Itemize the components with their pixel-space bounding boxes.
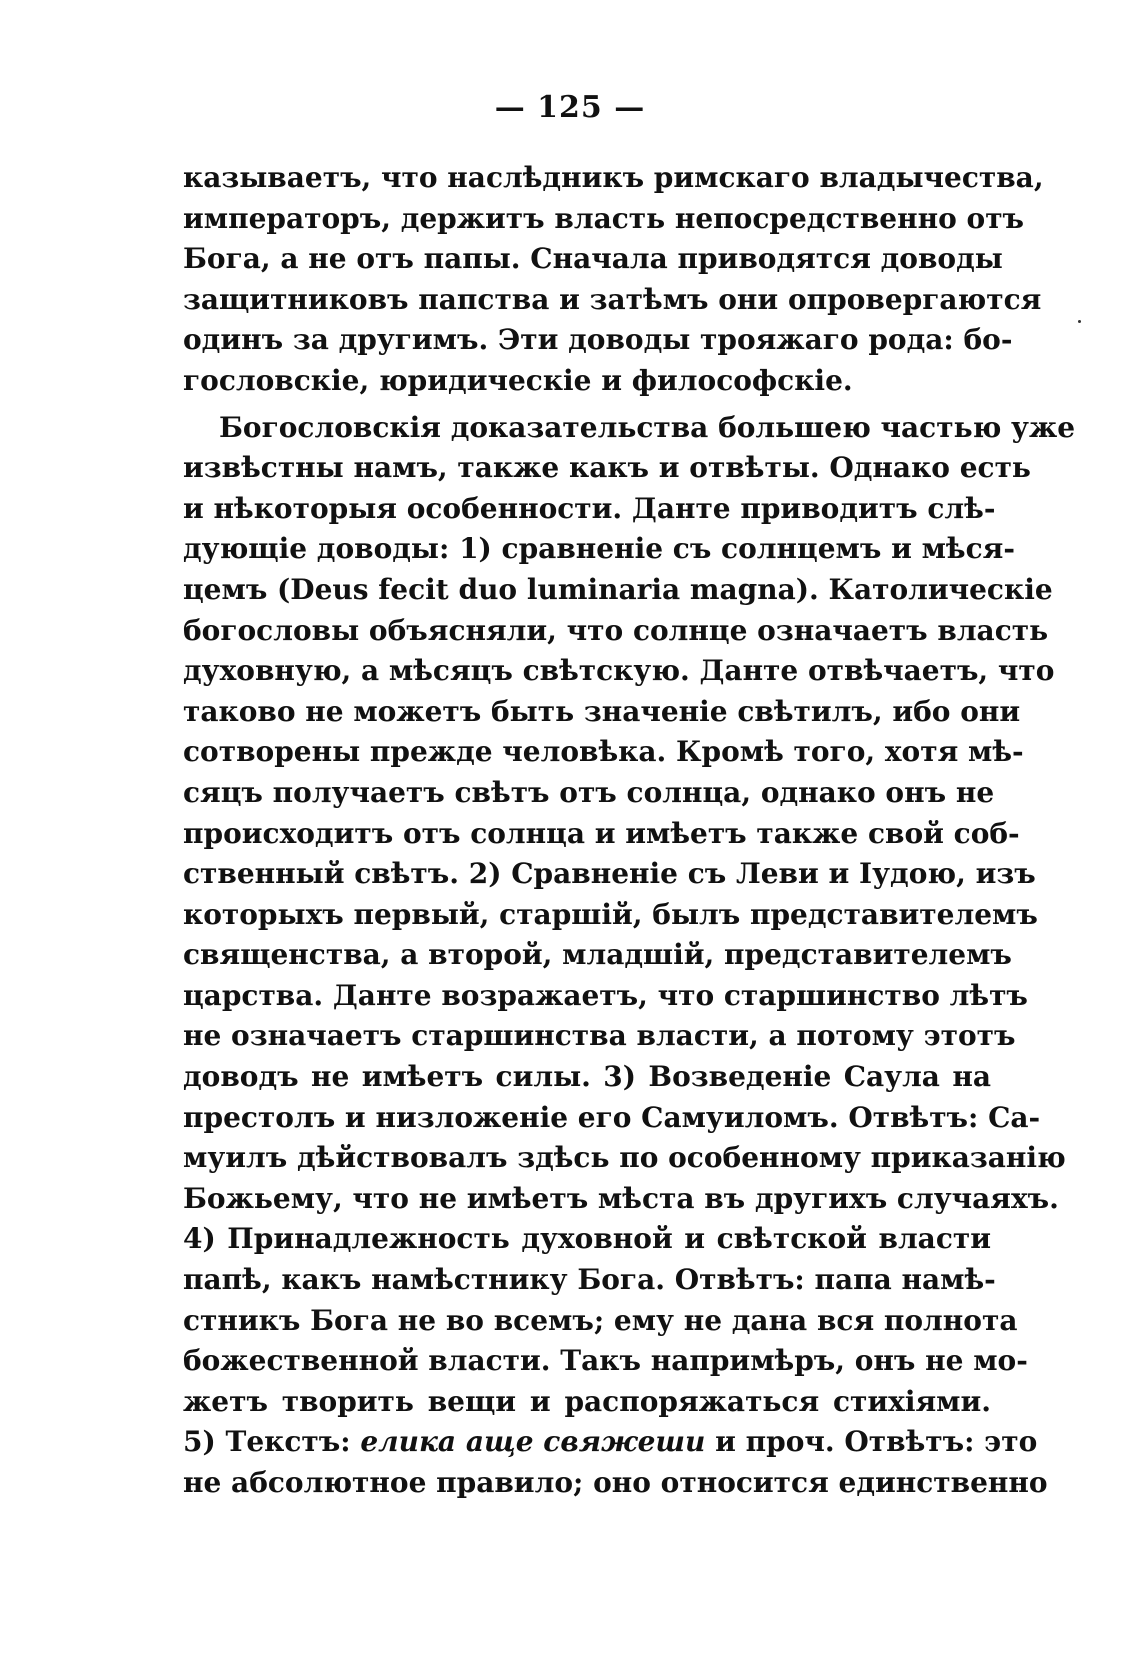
text-line: сотворены прежде человѣка. Кромѣ того, хотя мѣ-	[183, 735, 1024, 769]
text-line: жетъ творить вещи и распоряжаться стихіями.	[183, 1384, 991, 1418]
text-line: богословы объясняли, что солнце означаетъ власть	[183, 613, 1049, 647]
text-line: не означаетъ старшинства власти, а потому этотъ	[183, 1019, 1016, 1053]
text-line: и нѣкоторыя особенности. Данте приводитъ слѣ-	[183, 491, 996, 525]
italic-quote: елика аще свяжеши	[360, 1425, 706, 1459]
text-line: престолъ и низложеніе его Самуиломъ. Отвѣтъ: Са-	[183, 1100, 1041, 1134]
text-line: Богословскія доказательства большею частью уже	[219, 410, 1076, 444]
text-line: таково не можетъ быть значеніе свѣтилъ, ибо они	[183, 694, 1021, 728]
text-line: императоръ, держитъ власть непосредственно отъ	[183, 201, 1025, 235]
text-line: 4) Принадлежность духовной и свѣтской власти	[183, 1222, 991, 1256]
text-line: царства. Данте возражаетъ, что старшинство лѣтъ	[183, 978, 1028, 1012]
text-line: муилъ дѣйствовалъ здѣсь по особенному приказанію	[183, 1141, 1066, 1175]
text-line: стникъ Бога не во всемъ; ему не дана вся полнота	[183, 1303, 1018, 1337]
text-line: сяцъ получаетъ свѣтъ отъ солнца, однако онъ не	[183, 775, 995, 809]
text-line: дующіе доводы: 1) сравненіе съ солнцемъ и мѣся-	[183, 532, 1015, 566]
scan-speck	[1078, 320, 1081, 323]
text-line: гословскіе, юридическіе и философскіе.	[183, 363, 853, 397]
text-line: священства, а второй, младшій, представителемъ	[183, 938, 1012, 972]
text-line: не абсолютное правило; оно относится единственно	[183, 1466, 1048, 1499]
text-line: доводъ не имѣетъ силы. 3) Возведеніе Саула на	[183, 1060, 991, 1094]
page-number: — 125 —	[494, 90, 646, 125]
text-line-with-italic	[183, 1422, 1038, 1463]
text-line: происходитъ отъ солнца и имѣетъ также свой соб-	[183, 816, 1020, 850]
text-line: защитниковъ папства и затѣмъ они опровергаются	[183, 282, 1042, 316]
text-line: одинъ за другимъ. Эти доводы трояжаго рода: бо-	[183, 323, 1013, 357]
text-line: которыхъ первый, старшій, былъ представителемъ	[183, 897, 1038, 931]
body-text	[183, 158, 1076, 1504]
text-line: извѣстны намъ, также какъ и отвѣты. Однако есть	[183, 451, 1031, 485]
text-line: духовную, а мѣсяцъ свѣтскую. Данте отвѣчаетъ, что	[183, 654, 1055, 688]
text-fragment: и проч. Отвѣтъ: это	[715, 1425, 1038, 1459]
text-line: казываетъ, что наслѣдникъ римскаго владычества,	[183, 161, 1044, 194]
text-line: божественной власти. Такъ напримѣръ, онъ не мо-	[183, 1344, 1028, 1378]
text-fragment: 5) Текстъ:	[183, 1425, 351, 1459]
text-line: цемъ (Deus fecit duo luminaria magna). Католическіе	[183, 572, 1053, 606]
text-line: Божьему, что не имѣетъ мѣста въ другихъ случаяхъ.	[183, 1181, 1059, 1215]
text-line: ственный свѣтъ. 2) Сравненіе съ Леви и Іудою, изъ	[183, 857, 1036, 891]
text-line: папѣ, какъ намѣстнику Бога. Отвѣтъ: папа намѣ-	[183, 1263, 996, 1297]
text-line: Бога, а не отъ папы. Сначала приводятся доводы	[183, 242, 1003, 276]
